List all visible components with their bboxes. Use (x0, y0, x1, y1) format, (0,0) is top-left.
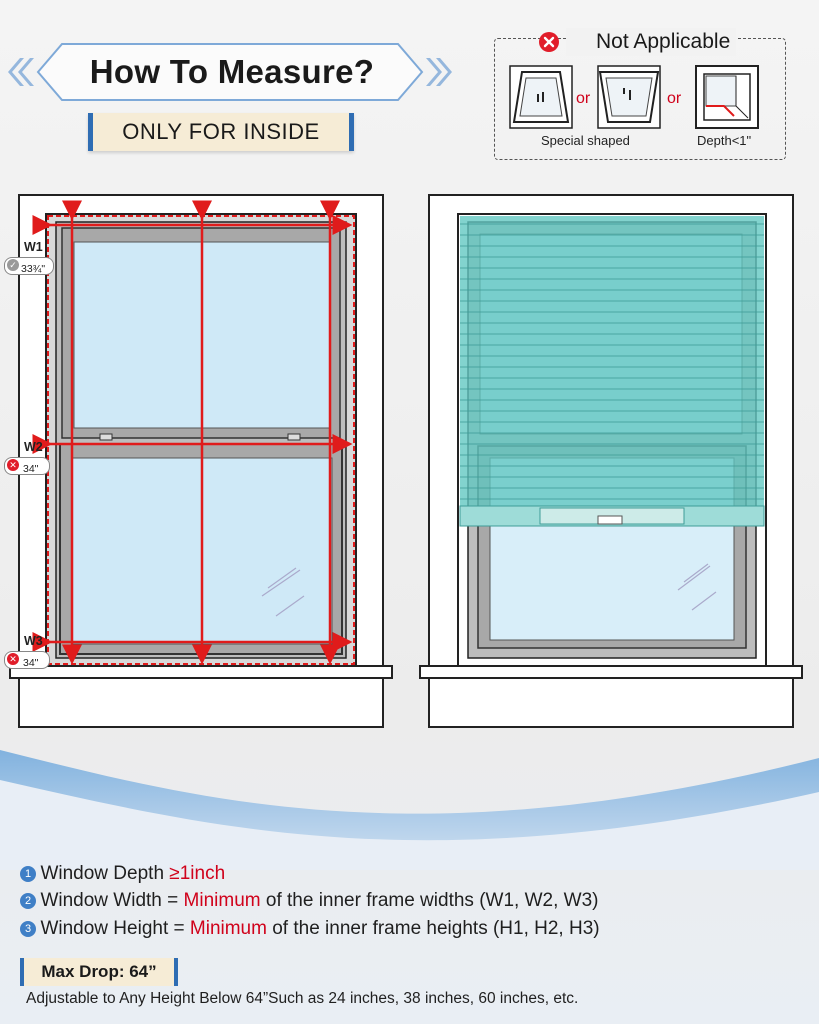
cross-icon: ✕ (7, 459, 19, 471)
requirement-1-highlight: ≥1inch (169, 863, 226, 884)
number-badge-2: 2 (20, 893, 36, 909)
depth-label: Depth<1" (697, 133, 752, 148)
or-text-1: or (576, 90, 591, 107)
requirement-3-suffix: of the inner frame heights (H1, H2, H3) (266, 918, 600, 939)
w1-badge (4, 257, 54, 275)
special-shaped-window-icon-1 (508, 64, 574, 130)
not-applicable-text: Not Applicable (596, 30, 731, 53)
adjustable-note: Adjustable to Any Height Below 64”Such as 24 inches, 38 inches, 60 inches, etc. (26, 990, 579, 1007)
cross-icon (538, 31, 560, 53)
cross-icon: ✕ (7, 653, 19, 665)
w3-label: W3 (24, 634, 43, 648)
requirement-3-prefix: Window Height = (40, 918, 190, 939)
w3-badge (4, 651, 50, 669)
requirement-3 (20, 918, 600, 940)
measure-window-diagram (0, 190, 400, 730)
subtitle-text: ONLY FOR INSIDE (122, 119, 320, 144)
w2-value: 34" (23, 463, 39, 475)
special-shaped-window-icon-2 (596, 64, 662, 130)
or-text-2: or (667, 90, 682, 107)
not-applicable-title (566, 28, 736, 56)
w3-value: 34" (23, 657, 39, 669)
requirement-2-suffix: of the inner frame widths (W1, W2, W3) (260, 890, 599, 911)
requirement-1-prefix: Window Depth (40, 863, 170, 884)
w2-label: W2 (24, 440, 43, 454)
number-badge-1: 1 (20, 866, 36, 882)
max-drop-text: Max Drop: 64” (41, 962, 157, 981)
requirement-3-highlight: Minimum (189, 918, 267, 939)
w1-label: W1 (24, 240, 43, 254)
number-badge-3: 3 (20, 921, 36, 937)
requirement-2-prefix: Window Width = (40, 890, 184, 911)
check-icon: ✓ (7, 259, 19, 271)
requirement-2-highlight: Minimum (183, 890, 261, 911)
w1-value: 33¾" (21, 263, 46, 275)
decorative-wave (0, 740, 819, 870)
requirement-2 (20, 890, 598, 912)
w2-badge (4, 457, 50, 475)
special-shaped-label: Special shaped (541, 133, 630, 148)
shade-window-diagram (410, 190, 810, 730)
requirement-1 (20, 863, 225, 885)
page-title: How To Measure? (89, 53, 375, 90)
shallow-depth-window-icon (694, 64, 760, 130)
